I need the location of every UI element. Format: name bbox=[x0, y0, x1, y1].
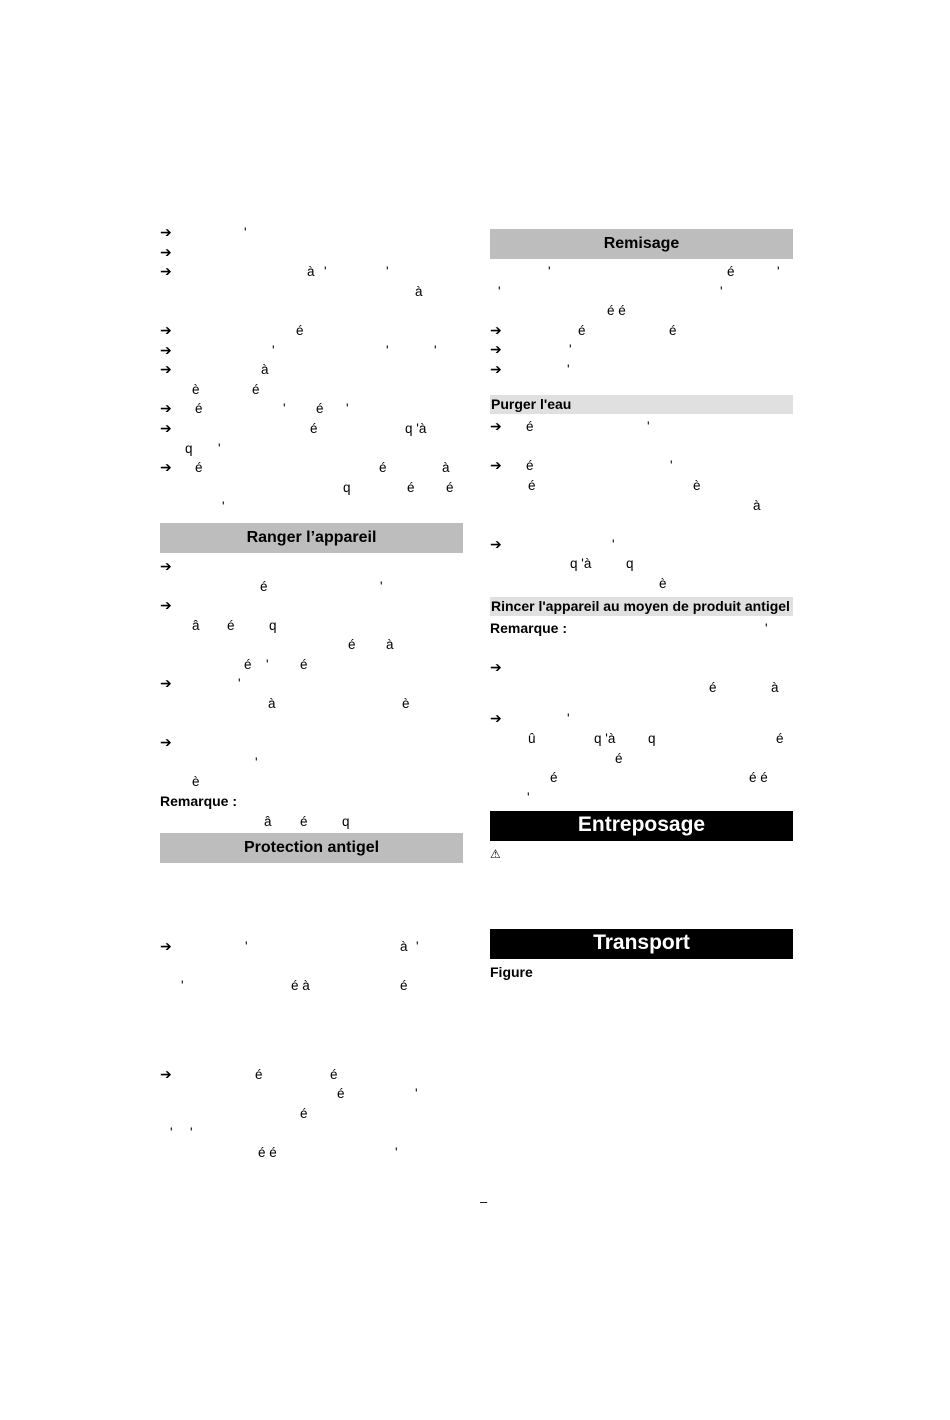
right-column bbox=[490, 229, 793, 982]
heading-protection: Protection antigel bbox=[160, 833, 463, 863]
glyph: ' bbox=[498, 283, 501, 299]
glyph: à bbox=[753, 497, 761, 513]
glyph: ' bbox=[245, 939, 248, 954]
glyph: â bbox=[192, 617, 200, 633]
glyph: ' bbox=[190, 1125, 193, 1141]
arrow-icon: ➔ bbox=[160, 1065, 172, 1082]
glyph: â bbox=[264, 813, 272, 829]
glyph: é é bbox=[607, 303, 626, 319]
glyph: ' bbox=[170, 1125, 173, 1141]
arrow-icon: ➔ bbox=[490, 710, 502, 727]
glyph: è bbox=[693, 477, 701, 493]
glyph: é bbox=[300, 1105, 308, 1121]
glyph: ' bbox=[218, 440, 221, 456]
glyph: é bbox=[578, 322, 586, 338]
glyph: è bbox=[659, 575, 667, 591]
arrow-icon: ➔ bbox=[160, 675, 172, 692]
glyph: ' bbox=[567, 711, 570, 727]
glyph: ' bbox=[386, 264, 389, 280]
glyph: é bbox=[300, 656, 308, 672]
arrow-icon: ➔ bbox=[490, 341, 502, 358]
glyph: q bbox=[342, 813, 350, 829]
glyph: à bbox=[415, 283, 423, 299]
heading-purger: Purger l'eau bbox=[490, 395, 793, 415]
glyph: é bbox=[528, 477, 536, 493]
glyph: q bbox=[269, 617, 277, 633]
glyph: ' bbox=[612, 536, 615, 552]
glyph: è bbox=[192, 774, 200, 790]
left-column bbox=[160, 223, 463, 1163]
glyph: é bbox=[709, 679, 717, 695]
glyph: é bbox=[252, 381, 260, 397]
heading-entreposage: Entreposage bbox=[490, 811, 793, 841]
glyph: ' bbox=[222, 499, 225, 515]
arrow-icon: ➔ bbox=[160, 361, 172, 378]
glyph: ' bbox=[434, 342, 437, 358]
arrow-icon: ➔ bbox=[160, 938, 172, 954]
glyph: ' bbox=[670, 458, 673, 474]
glyph: é bbox=[407, 479, 415, 495]
warning-icon: ⚠ bbox=[490, 847, 501, 862]
glyph: q 'à bbox=[405, 420, 427, 436]
glyph: é bbox=[727, 264, 735, 279]
arrow-icon: ➔ bbox=[490, 457, 502, 474]
glyph: q bbox=[343, 479, 351, 495]
glyph: ' bbox=[569, 342, 572, 358]
glyph: à bbox=[400, 939, 408, 954]
glyph: à bbox=[386, 637, 394, 653]
glyph: ' bbox=[416, 939, 419, 954]
glyph: é bbox=[227, 617, 235, 633]
glyph: é bbox=[615, 750, 623, 766]
glyph: ' bbox=[395, 1144, 398, 1160]
heading-transport: Transport bbox=[490, 929, 793, 959]
heading-remisage: Remisage bbox=[490, 229, 793, 259]
glyph: à bbox=[771, 679, 779, 695]
figure-label: Figure bbox=[490, 963, 533, 980]
glyph: ' bbox=[380, 578, 383, 594]
glyph: ' bbox=[324, 264, 327, 280]
glyph: é bbox=[446, 479, 454, 495]
glyph: é bbox=[195, 401, 203, 417]
glyph: q bbox=[648, 731, 656, 747]
glyph: ' bbox=[548, 264, 551, 279]
page-marker: – bbox=[480, 1194, 488, 1209]
arrow-icon: ➔ bbox=[160, 224, 172, 240]
glyph: ' bbox=[346, 401, 349, 417]
heading-ranger: Ranger l’appareil bbox=[160, 523, 463, 553]
arrow-icon: ➔ bbox=[160, 321, 172, 338]
glyph: ' bbox=[720, 283, 723, 299]
glyph: è bbox=[402, 696, 410, 712]
glyph: ' bbox=[283, 401, 286, 417]
glyph: q 'à bbox=[594, 731, 616, 747]
arrow-icon: ➔ bbox=[160, 243, 172, 260]
arrow-icon: ➔ bbox=[160, 734, 172, 751]
glyph: é bbox=[776, 731, 784, 747]
glyph: ' bbox=[238, 676, 241, 692]
glyph: ' bbox=[527, 789, 530, 805]
glyph: ' bbox=[386, 342, 389, 358]
arrow-icon: ➔ bbox=[160, 459, 172, 476]
arrow-icon: ➔ bbox=[490, 659, 502, 676]
glyph: é bbox=[195, 460, 203, 476]
glyph: ' bbox=[272, 342, 275, 358]
glyph: ' bbox=[181, 978, 184, 994]
arrow-icon: ➔ bbox=[160, 557, 172, 574]
glyph: ' bbox=[244, 225, 247, 240]
glyph: q bbox=[626, 556, 634, 572]
glyph: é bbox=[337, 1086, 345, 1102]
glyph: ' bbox=[777, 264, 780, 279]
glyph: é bbox=[348, 637, 356, 653]
glyph: q bbox=[185, 440, 193, 456]
glyph: é bbox=[255, 1066, 263, 1082]
glyph: é bbox=[330, 1066, 338, 1082]
glyph: û bbox=[528, 731, 536, 747]
glyph: é bbox=[379, 460, 387, 476]
glyph: ' bbox=[415, 1086, 418, 1102]
glyph: ' bbox=[647, 419, 650, 435]
glyph: é à bbox=[291, 978, 310, 994]
remarque-label: Remarque : bbox=[160, 793, 238, 810]
glyph: ' bbox=[567, 361, 570, 377]
glyph: é bbox=[300, 813, 308, 829]
glyph: é bbox=[526, 419, 534, 435]
arrow-icon: ➔ bbox=[490, 360, 502, 377]
arrow-icon: ➔ bbox=[490, 535, 502, 552]
glyph: ' bbox=[266, 656, 269, 672]
heading-rincer: Rincer l'appareil au moyen de produit antigel bbox=[490, 597, 793, 617]
glyph: q 'à bbox=[570, 556, 592, 572]
glyph: à bbox=[261, 362, 269, 378]
remarque-label: Remarque : bbox=[490, 620, 568, 637]
glyph: é bbox=[526, 458, 534, 474]
glyph: ' bbox=[255, 754, 258, 770]
glyph: é bbox=[316, 401, 324, 417]
glyph: ' bbox=[765, 621, 768, 637]
arrow-icon: ➔ bbox=[160, 263, 172, 280]
glyph: è bbox=[192, 381, 200, 397]
glyph: é bbox=[400, 978, 408, 994]
glyph: à bbox=[307, 264, 315, 280]
arrow-icon: ➔ bbox=[160, 419, 172, 436]
glyph: à bbox=[442, 460, 450, 476]
glyph: é bbox=[550, 770, 558, 786]
arrow-icon: ➔ bbox=[490, 418, 502, 435]
glyph: é é bbox=[749, 770, 768, 786]
arrow-icon: ➔ bbox=[160, 597, 172, 614]
glyph: é é bbox=[258, 1144, 277, 1160]
glyph: à bbox=[268, 696, 276, 712]
arrow-icon: ➔ bbox=[160, 341, 172, 358]
glyph: é bbox=[260, 578, 268, 594]
glyph: é bbox=[669, 322, 677, 338]
glyph: é bbox=[296, 322, 304, 338]
glyph: é bbox=[244, 656, 252, 672]
arrow-icon: ➔ bbox=[490, 321, 502, 338]
arrow-icon: ➔ bbox=[160, 400, 172, 417]
glyph: é bbox=[310, 420, 318, 436]
